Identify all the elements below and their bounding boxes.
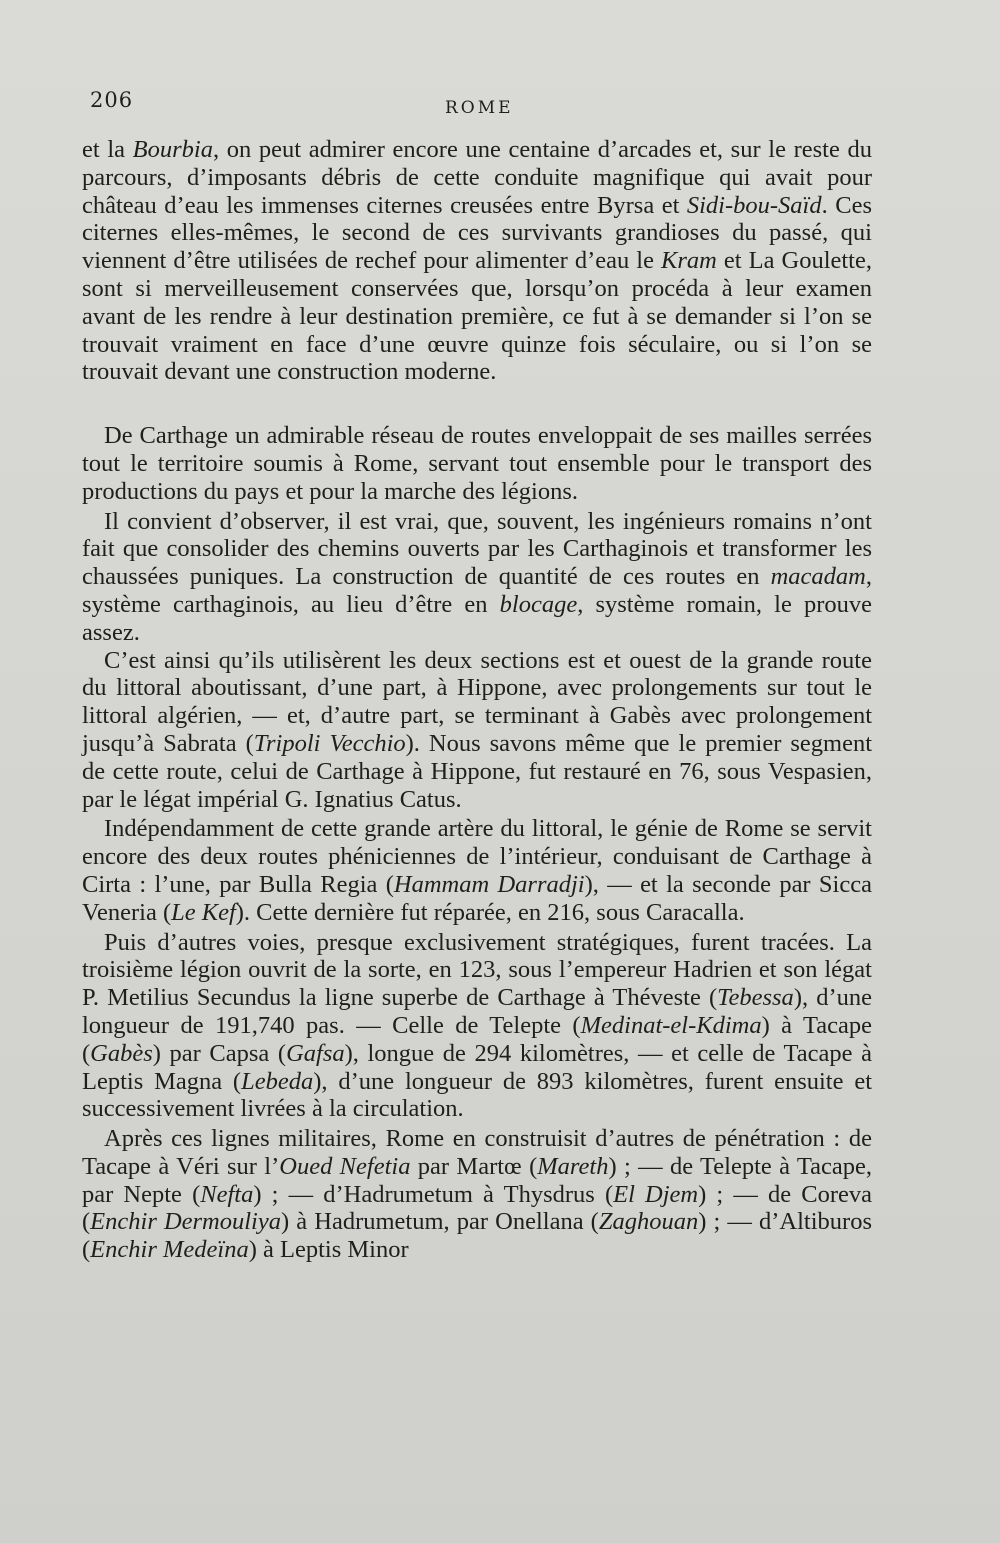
italic-term: Tripoli Vecchio bbox=[253, 729, 406, 757]
paragraph-1: et la Bourbia, on peut admirer encore une centaine d’arcades et, sur le reste du parcours, d’imposants débris de cette conduite magnifique qui avait pour château d’eau les immenses citernes creusées entre Byrsa et Sidi-bou-Saïd. Ces citernes elles-mêmes, le second de ces survivants grandioses du passé, qui viennent d’être utilisées de rechef pour alimenter d’eau le Kram et La Goulette, sont si merveilleusement conservées que, lorsqu’on procéda à leur examen avant de les rendre à leur destination première, ce fut à se demander si l’on se trouvait vraiment en face d’une œuvre quinze fois séculaire, ou si l’on se trouvait devant une construction moderne. bbox=[82, 136, 872, 386]
running-head: ROME bbox=[445, 98, 514, 118]
paragraph-6: Puis d’autres voies, presque exclusivement stratégiques, furent tracées. La troisième légion ouvrit de la sorte, en 123, sous l’empereur Hadrien et son légat P. Metilius Secundus la ligne superbe de Carthage à Théveste (Tebessa), d’une longueur de 191,740 pas. — Celle de Telepte (Medinat-el-Kdima) à Tacape (Gabès) par Capsa (Gafsa), longue de 294 kilomètres, — et celle de Tacape à Leptis Magna (Lebeda), d’une longueur de 893 kilomètres, furent ensuite et successivement livrées à la circulation. bbox=[82, 928, 872, 1123]
italic-term: Gabès bbox=[90, 1039, 153, 1067]
paragraph-2: De Carthage un admirable réseau de routes enveloppait de ses mailles serrées tout le territoire soumis à Rome, servant tout ensemble pour le transport des productions du pays et pour la marche des légions. bbox=[82, 422, 872, 505]
page-header bbox=[90, 88, 880, 124]
italic-term: El Djem bbox=[613, 1180, 699, 1208]
italic-term: macadam bbox=[770, 563, 866, 591]
italic-term: Medinat-el-Kdima bbox=[580, 1011, 762, 1039]
italic-term: Lebeda bbox=[241, 1067, 314, 1095]
italic-term: Zaghouan bbox=[598, 1208, 699, 1236]
page-body bbox=[82, 136, 872, 1264]
paragraph-3: Il convient d’observer, il est vrai, que, souvent, les ingénieurs romains n’ont fait que consolider des chemins ouverts par les Carthaginois et transformer les chaussées puniques. La construction de quantité de ces routes en macadam, système carthaginois, au lieu d’être en blocage, système romain, le prouve assez. bbox=[82, 507, 873, 646]
page-number: 206 bbox=[90, 88, 134, 112]
paragraph-4: C’est ainsi qu’ils utilisèrent les deux sections est et ouest de la grande route du littoral aboutissant, d’une part, à Hippone, avec prolongements sur tout le littoral algérien, — et, d’autre part, se terminant à Gabès avec prolongement jusqu’à Sabrata (Tripoli Vecchio). Nous savons même que le premier segment de cette route, celui de Carthage à Hippone, fut restauré en 76, sous Vespasien, par le légat impérial G. Ignatius Catus. bbox=[82, 646, 873, 813]
italic-term: Bourbia bbox=[132, 136, 213, 163]
italic-term: Mareth bbox=[537, 1152, 609, 1180]
italic-term: Kram bbox=[661, 247, 717, 275]
italic-term: Enchir Medeïna bbox=[90, 1236, 249, 1264]
italic-term: Le Kef bbox=[171, 898, 236, 926]
italic-term: Sidi-bou-Saïd bbox=[686, 191, 822, 219]
italic-term: Nefta bbox=[200, 1180, 254, 1208]
italic-term: Hammam Darradji bbox=[393, 870, 585, 898]
paragraph-7: Après ces lignes militaires, Rome en construisit d’autres de pénétration : de Tacape à Véri sur l’Oued Nefetia par Martœ (Mareth) ; — de Telepte à Tacape, par Nepte (Nefta) ; — d’Hadrumetum à Thysdrus (El Djem) ; — de Coreva (Enchir Dermouliya) à Hadrumetum, par Onellana (Zaghouan) ; — d’Altiburos (Enchir Medeïna) à Leptis Minor bbox=[82, 1125, 873, 1264]
italic-term: Oued Nefetia bbox=[279, 1152, 411, 1180]
paragraph-5: Indépendamment de cette grande artère du littoral, le génie de Rome se servit encore des deux routes phéniciennes de l’intérieur, conduisant de Carthage à Cirta : l’une, par Bulla Regia (Hammam Darradji), — et la seconde par Sicca Veneria (Le Kef). Cette dernière fut réparée, en 216, sous Caracalla. bbox=[82, 815, 872, 926]
italic-term: Tebessa bbox=[717, 984, 794, 1012]
italic-term: Gafsa bbox=[286, 1039, 345, 1067]
italic-term: Enchir Dermouliya bbox=[90, 1208, 281, 1236]
italic-term: blocage bbox=[499, 590, 578, 618]
